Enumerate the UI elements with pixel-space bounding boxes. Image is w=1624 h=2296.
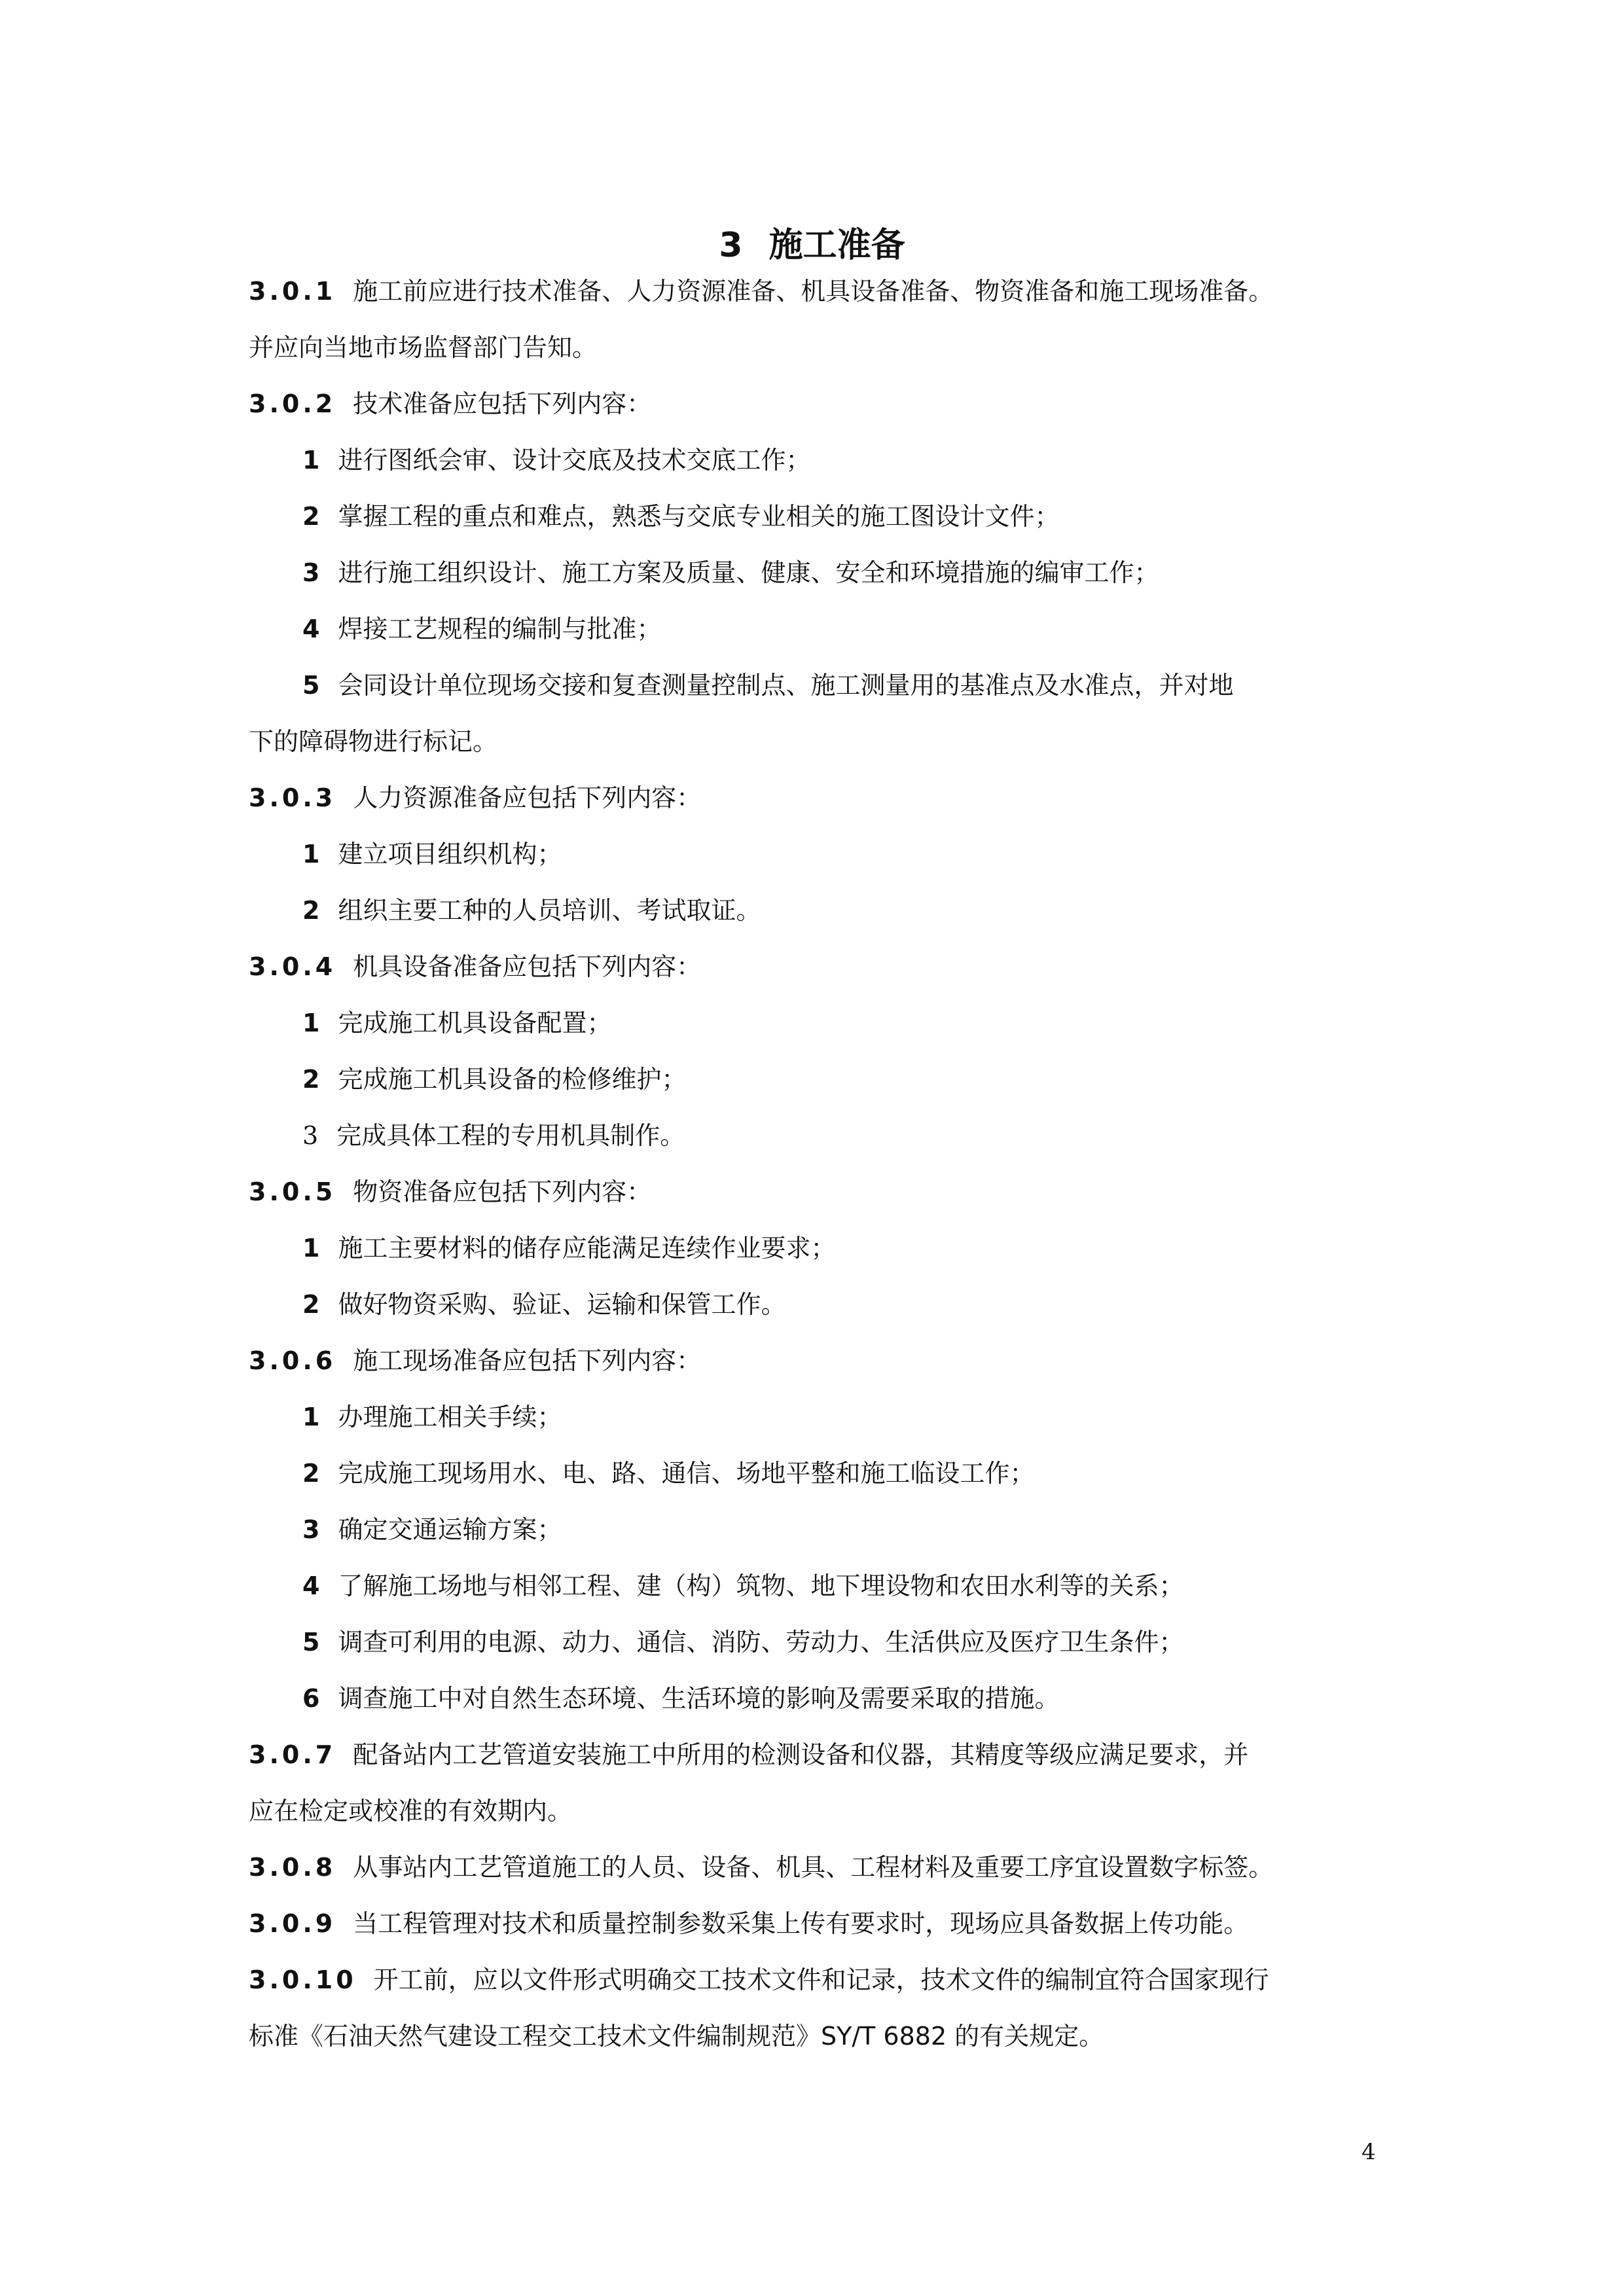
line-text: 办理施工相关手续； xyxy=(338,1403,562,1431)
clause-number: 3.0.7 xyxy=(249,1740,336,1769)
list-item xyxy=(249,1220,1388,1276)
line-text: 完成具体工程的专用机具制作。 xyxy=(336,1121,685,1150)
item-number: 6 xyxy=(302,1684,320,1713)
item-number: 4 xyxy=(302,1571,320,1600)
item-number: 3 xyxy=(302,1121,319,1150)
item-number: 3 xyxy=(302,558,320,587)
list-item xyxy=(249,1276,1388,1333)
list-item xyxy=(249,601,1388,657)
line-text: 调查施工中对自然生态环境、生活环境的影响及需要采取的措施。 xyxy=(338,1684,1060,1713)
list-item xyxy=(249,1670,1388,1727)
clause-line xyxy=(249,263,1388,319)
clause-number: 3.0.8 xyxy=(249,1853,336,1882)
item-number: 2 xyxy=(302,1065,320,1094)
line-text: 配备站内工艺管道安装施工中所用的检测设备和仪器，其精度等级应满足要求，并 xyxy=(353,1740,1249,1769)
clause-number: 3.0.2 xyxy=(249,389,336,418)
item-number: 1 xyxy=(302,1403,320,1431)
clause-line xyxy=(249,1839,1388,1895)
list-item xyxy=(249,432,1388,488)
clause-line xyxy=(249,1333,1388,1389)
list-item xyxy=(249,995,1388,1051)
clause-number: 3.0.6 xyxy=(249,1346,336,1375)
clause-number: 3.0.5 xyxy=(249,1177,336,1206)
clause-number: 3.0.1 xyxy=(249,277,336,306)
clause-line xyxy=(249,1895,1388,1952)
line-text: 物资准备应包括下列内容： xyxy=(353,1177,652,1206)
clause-line xyxy=(249,1952,1388,2008)
continuation-line xyxy=(249,319,1388,376)
list-item xyxy=(249,882,1388,939)
line-text: 标准《石油天然气建设工程交工技术文件编制规范》SY/T 6882 的有关规定。 xyxy=(249,2022,1104,2051)
line-text: 完成施工现场用水、电、路、通信、场地平整和施工临设工作； xyxy=(338,1459,1035,1488)
item-number: 2 xyxy=(302,1459,320,1488)
list-item xyxy=(249,826,1388,882)
page-number: 4 xyxy=(1362,2139,1376,2165)
line-text: 当工程管理对技术和质量控制参数采集上传有要求时，现场应具备数据上传功能。 xyxy=(353,1909,1249,1938)
item-number: 1 xyxy=(302,1234,320,1263)
list-item xyxy=(249,657,1388,713)
clause-number: 3.0.4 xyxy=(249,952,336,981)
item-number: 4 xyxy=(302,615,320,643)
line-text: 掌握工程的重点和难点，熟悉与交底专业相关的施工图设计文件； xyxy=(338,502,1060,531)
item-number: 3 xyxy=(302,1515,320,1544)
clause-line xyxy=(249,1164,1388,1220)
item-number: 1 xyxy=(302,1009,320,1037)
clause-line xyxy=(249,376,1388,432)
line-text: 开工前，应以文件形式明确交工技术文件和记录，技术文件的编制宜符合国家现行 xyxy=(373,1965,1269,1994)
line-text: 技术准备应包括下列内容： xyxy=(353,389,652,418)
line-text: 了解施工场地与相邻工程、建（构）筑物、地下埋设物和农田水利等的关系； xyxy=(338,1571,1184,1600)
line-text: 进行施工组织设计、施工方案及质量、健康、安全和环境措施的编审工作； xyxy=(338,558,1159,587)
line-text: 建立项目组织机构； xyxy=(338,840,562,869)
line-text: 完成施工机具设备的检修维护； xyxy=(338,1065,687,1094)
clause-line xyxy=(249,1727,1388,1783)
item-number: 5 xyxy=(302,671,320,700)
item-number: 5 xyxy=(302,1628,320,1657)
continuation-line xyxy=(249,2008,1388,2064)
continuation-line xyxy=(249,713,1388,770)
list-item xyxy=(249,488,1388,545)
line-text: 调查可利用的电源、动力、通信、消防、劳动力、生活供应及医疗卫生条件； xyxy=(338,1628,1184,1657)
line-text: 并应向当地市场监督部门告知。 xyxy=(249,333,598,362)
line-text: 焊接工艺规程的编制与批准； xyxy=(338,615,662,643)
list-item xyxy=(249,1558,1388,1614)
line-text: 进行图纸会审、设计交底及技术交底工作； xyxy=(338,446,811,475)
line-text: 下的障碍物进行标记。 xyxy=(249,727,498,756)
list-item xyxy=(249,1614,1388,1670)
clause-number: 3.0.9 xyxy=(249,1909,336,1938)
item-number: 2 xyxy=(302,1290,320,1319)
list-item xyxy=(249,1107,1388,1164)
line-text: 组织主要工种的人员培训、考试取证。 xyxy=(338,896,761,925)
line-text: 施工前应进行技术准备、人力资源准备、机具设备准备、物资准备和施工现场准备。 xyxy=(353,277,1274,306)
line-text: 机具设备准备应包括下列内容： xyxy=(353,952,702,981)
continuation-line xyxy=(249,1783,1388,1839)
list-item xyxy=(249,1389,1388,1445)
line-text: 确定交通运输方案； xyxy=(338,1515,562,1544)
item-number: 2 xyxy=(302,502,320,531)
line-text: 从事站内工艺管道施工的人员、设备、机具、工程材料及重要工序宜设置数字标签。 xyxy=(353,1853,1274,1882)
list-item xyxy=(249,1445,1388,1501)
line-text: 施工现场准备应包括下列内容： xyxy=(353,1346,702,1375)
list-item xyxy=(249,1501,1388,1558)
item-number: 1 xyxy=(302,446,320,475)
line-text: 会同设计单位现场交接和复查测量控制点、施工测量用的基准点及水准点，并对地 xyxy=(338,671,1234,700)
clause-number: 3.0.10 xyxy=(249,1965,357,1994)
line-text: 应在检定或校准的有效期内。 xyxy=(249,1797,573,1825)
clause-line xyxy=(249,939,1388,995)
item-number: 1 xyxy=(302,840,320,869)
line-text: 做好物资采购、验证、运输和保管工作。 xyxy=(338,1290,786,1319)
item-number: 2 xyxy=(302,896,320,925)
line-text: 施工主要材料的储存应能满足连续作业要求； xyxy=(338,1234,836,1263)
document-body xyxy=(249,263,1388,2064)
line-text: 人力资源准备应包括下列内容： xyxy=(353,783,702,812)
section-number: 3 xyxy=(719,225,743,265)
clause-number: 3.0.3 xyxy=(249,783,336,812)
list-item xyxy=(249,545,1388,601)
line-text: 完成施工机具设备配置； xyxy=(338,1009,612,1037)
clause-line xyxy=(249,770,1388,826)
section-title-text: 施工准备 xyxy=(768,225,905,265)
list-item xyxy=(249,1051,1388,1107)
